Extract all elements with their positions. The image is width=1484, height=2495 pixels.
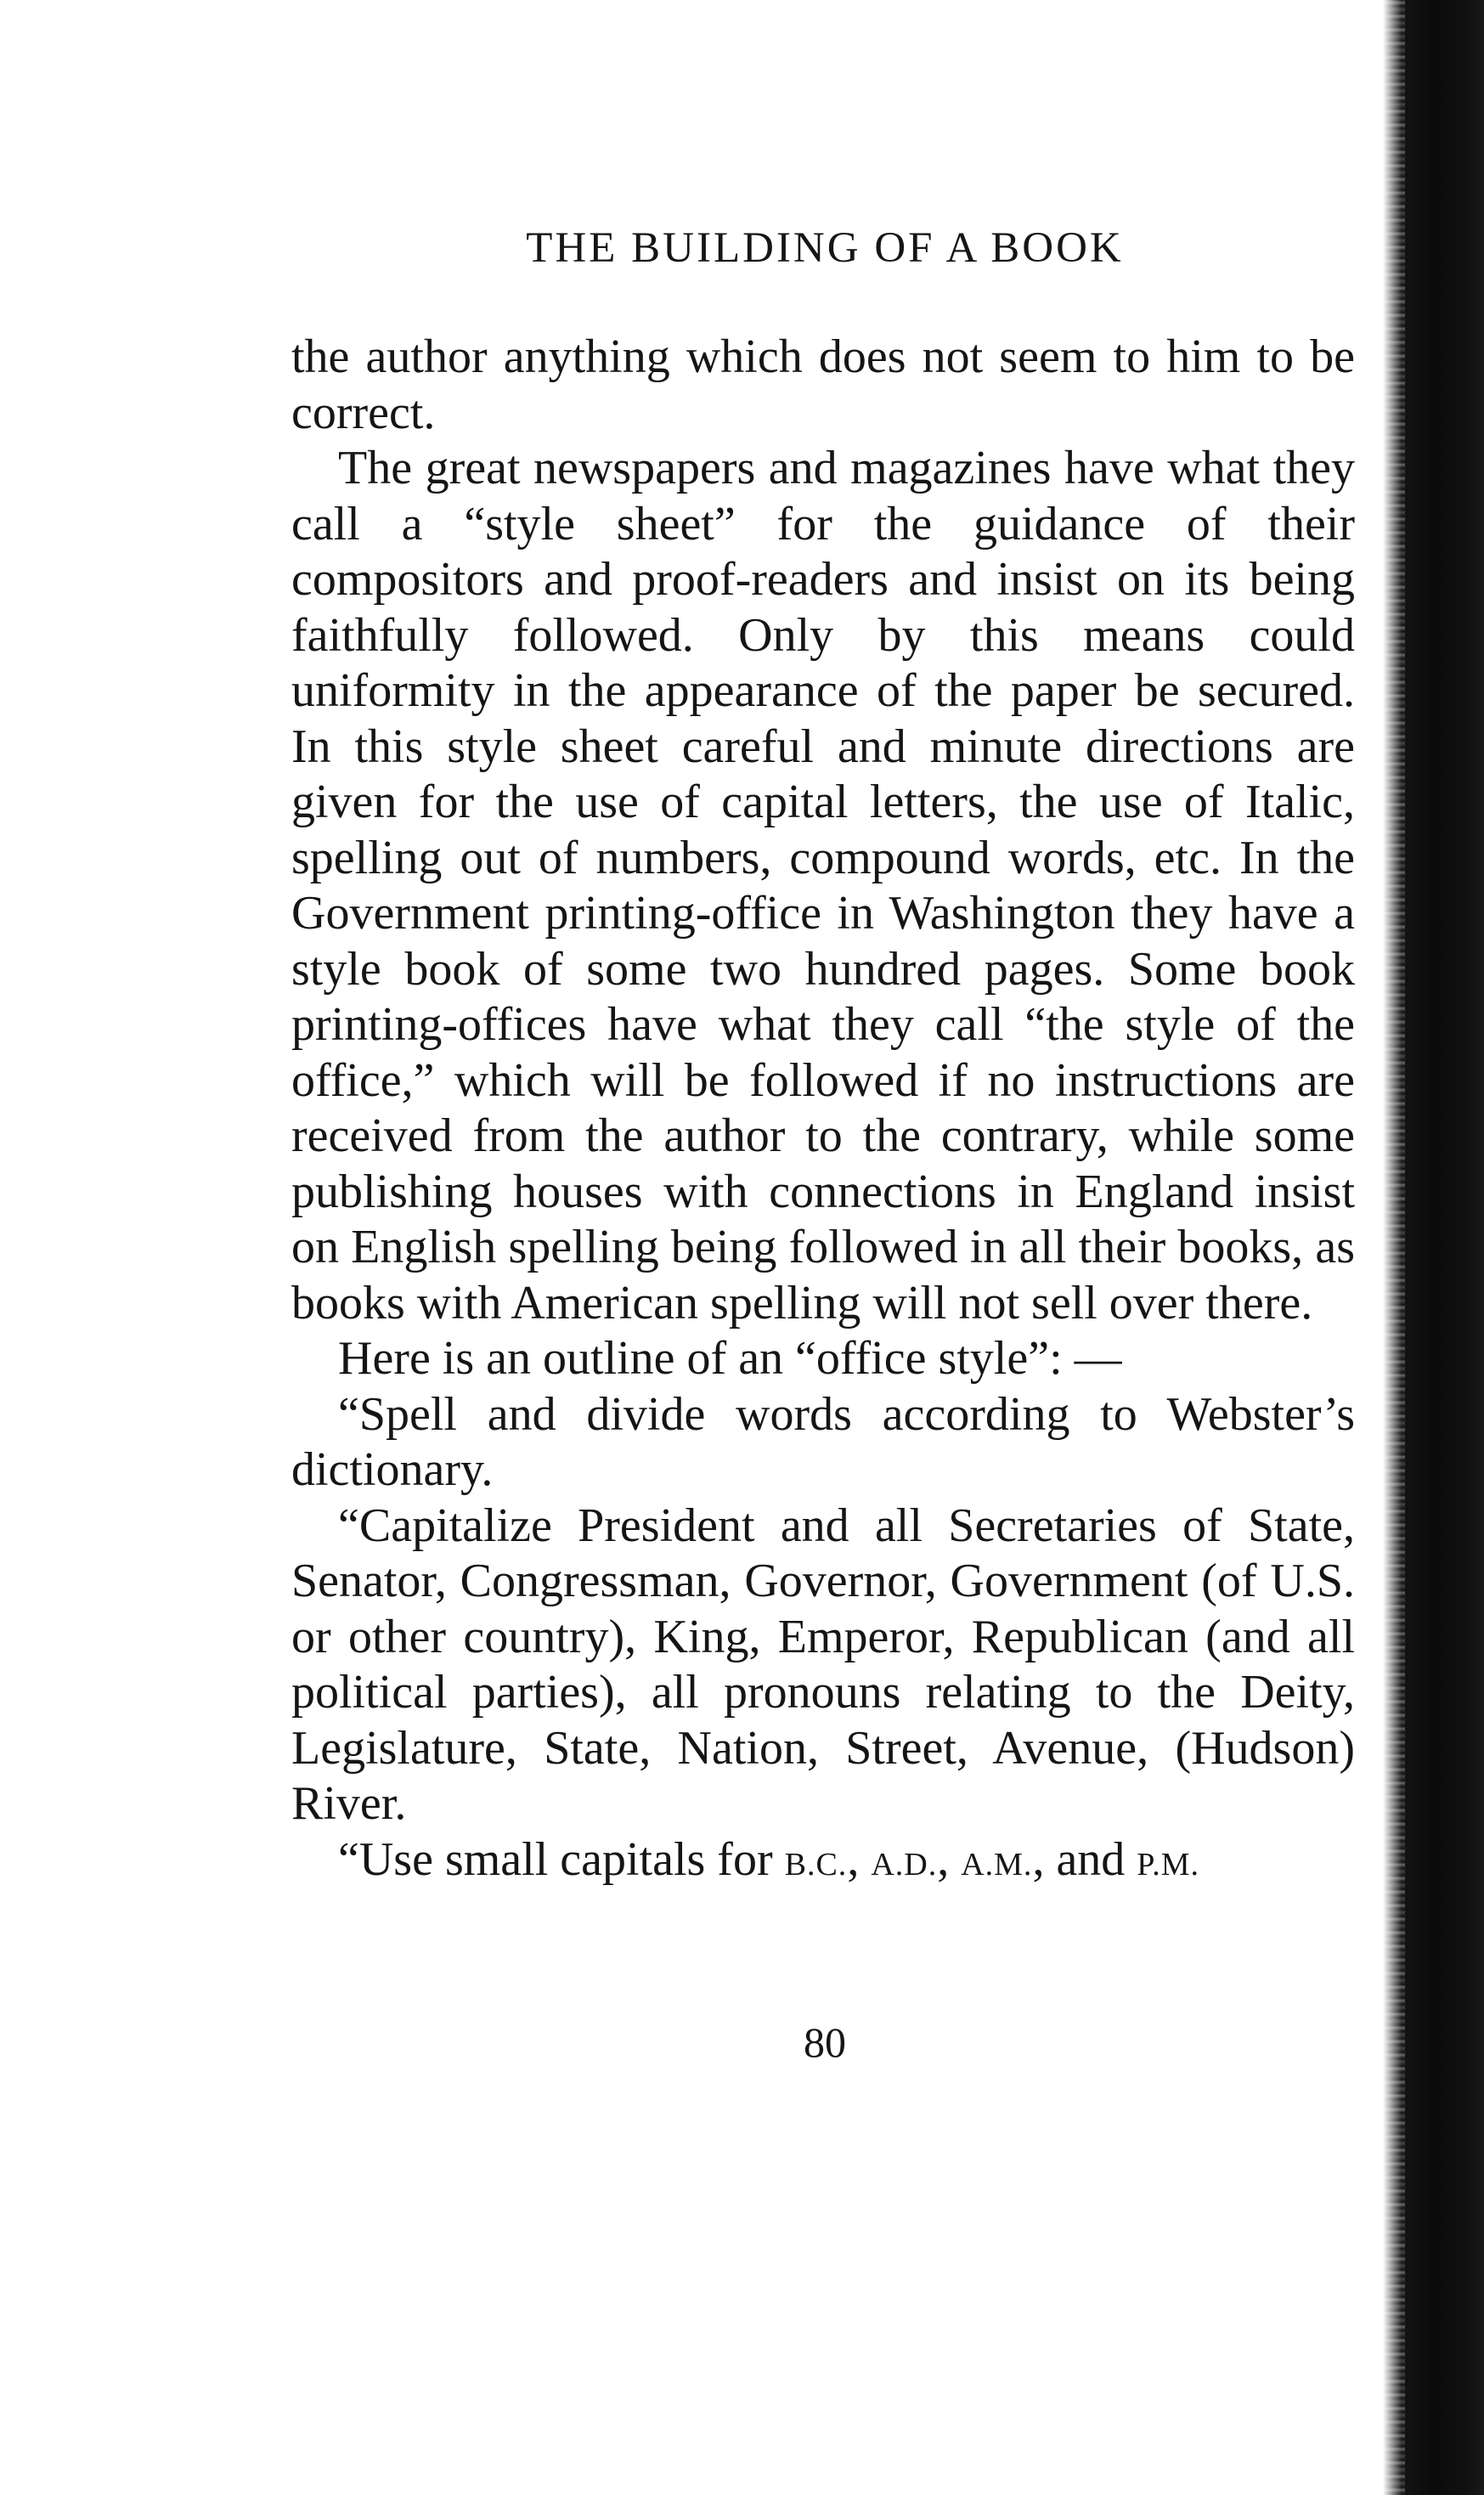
scanned-binding-edge	[1383, 0, 1484, 2495]
separator: ,	[847, 1832, 872, 1886]
abbr-bc: B.C.	[784, 1846, 848, 1883]
abbr-pm: P.M.	[1137, 1846, 1200, 1883]
running-head: THE BUILDING OF A BOOK	[526, 224, 1124, 272]
paragraph-spelling-rule: “Spell and divide words according to Webster’s dictionary.	[291, 1387, 1355, 1496]
small-capitals-prefix: “Use small capitals for	[338, 1832, 785, 1886]
paragraph-office-style-intro: Here is an outline of an “office style”: —	[338, 1332, 1122, 1385]
abbr-ad: A.D.	[871, 1846, 938, 1883]
paragraph-capitalization-rule: “Capitalize President and all Secretaries of State, Senator, Congressman, Governor, Government (of U.S. or other country), King, Emperor, Republican (and all political parties), all pronouns relating to the Deity, Legislature, State, Nation, Street, Avenue, (Hudson) River.	[291, 1499, 1355, 1830]
paragraph-style-sheets: The great newspapers and magazines have what they call a “style sheet” for the guidance of their compositors and proof-readers and insist on its being faithfully followed. Only by this means could uniformity in the appearance of the paper be secured. In this style sheet careful and minute directions are given for the use of capital letters, the use of Italic, spelling out of numbers, compound words, etc. In the Government printing-office in Washington they have a style book of some two hundred pages. Some book printing-offices have what they call “the style of the office,” which will be followed if no instructions are received from the author to the contrary, while some publishing houses with connections in England insist on English spelling being followed in all their books, as books with American spelling will not sell over there.	[291, 442, 1355, 1329]
body-text	[291, 330, 1355, 1893]
separator: ,	[937, 1832, 962, 1886]
page-number: 80	[804, 2018, 846, 2066]
paragraph-continuation: the author anything which does not seem to him to be correct.	[291, 330, 1355, 439]
paragraph-small-capitals-rule	[291, 1832, 1355, 1894]
abbr-am: A.M.	[961, 1846, 1033, 1883]
separator: , and	[1032, 1832, 1137, 1886]
